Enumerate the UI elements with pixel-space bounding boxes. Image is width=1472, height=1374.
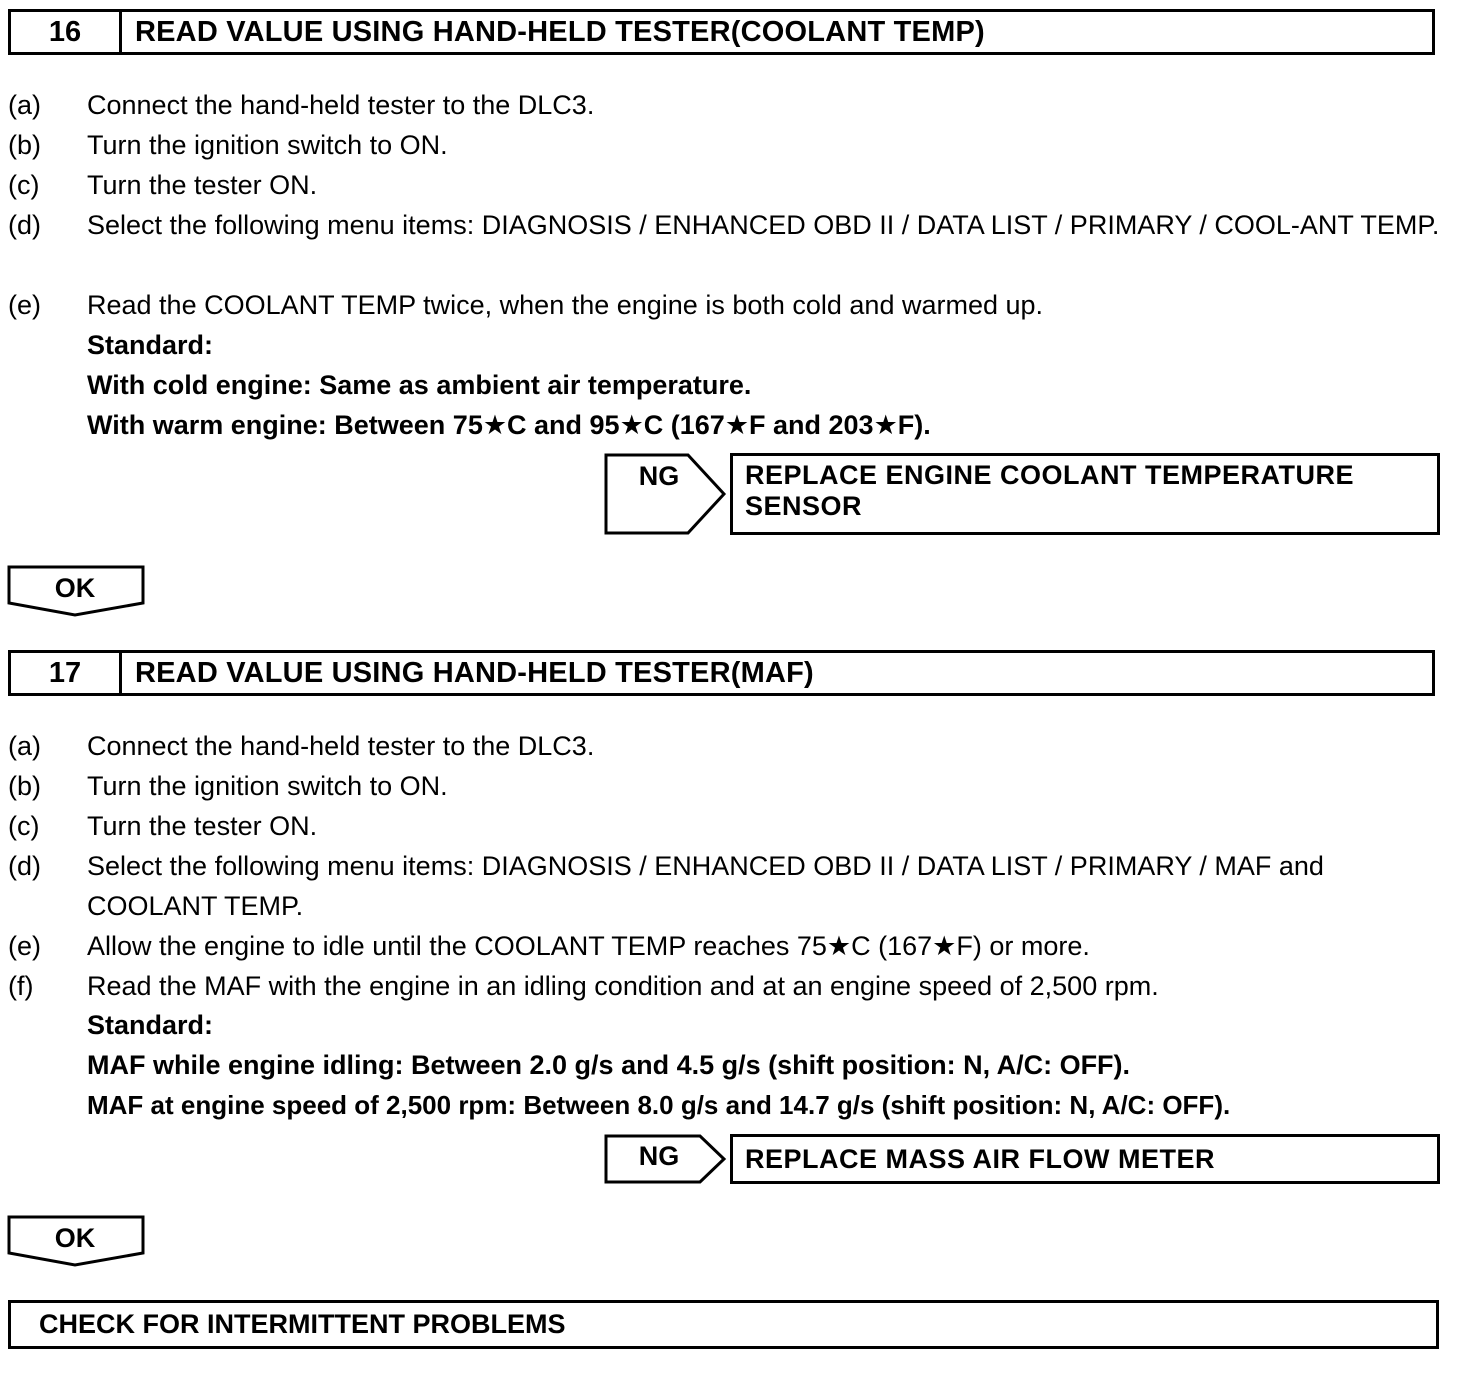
item-text: Turn the tester ON. — [87, 811, 318, 841]
list-item — [8, 726, 1448, 766]
item-label: (d) — [8, 851, 41, 881]
item-label: (e) — [8, 931, 41, 961]
list-item — [8, 926, 1448, 966]
list-item — [8, 85, 1448, 125]
standard-line: With cold engine: Same as ambient air temperature. — [87, 370, 752, 400]
item-text: Connect the hand-held tester to the DLC3. — [87, 731, 595, 761]
item-label: (a) — [8, 731, 41, 761]
standard-heading: Standard: — [87, 330, 214, 360]
item-text: Allow the engine to idle until the COOLANT TEMP reaches 75★C (167★F) or more. — [87, 931, 1090, 961]
item-label: (d) — [8, 210, 41, 240]
list-item — [8, 966, 1448, 1006]
list-item — [8, 285, 1448, 325]
item-label: (e) — [8, 290, 41, 320]
step-16-header — [8, 9, 1435, 55]
item-label: (a) — [8, 90, 41, 120]
list-item — [8, 165, 1448, 205]
item-label: (b) — [8, 130, 41, 160]
ok-label: OK — [54, 573, 96, 603]
ng-action-box: REPLACE ENGINE COOLANT TEMPERATURE SENSOR — [730, 453, 1440, 535]
standard-line: With warm engine: Between 75★C and 95★C (167★F and 203★F). — [87, 410, 931, 440]
item-text: Read the MAF with the engine in an idling condition and at an engine speed of 2,500 rpm. — [87, 971, 1159, 1001]
final-step-title: CHECK FOR INTERMITTENT PROBLEMS — [39, 1309, 566, 1339]
item-text: Connect the hand-held tester to the DLC3. — [87, 90, 595, 120]
item-label: (c) — [8, 811, 40, 841]
list-item — [8, 846, 1448, 926]
item-label: (f) — [8, 971, 34, 1001]
step-17-title: READ VALUE USING HAND-HELD TESTER(MAF) — [135, 656, 814, 689]
ng-action-box: REPLACE MASS AIR FLOW METER — [730, 1134, 1440, 1184]
item-text: Select the following menu items: DIAGNOSIS / ENHANCED OBD II / DATA LIST / PRIMARY / COOL-ANT TEMP. — [87, 210, 1440, 240]
standard-heading: Standard: — [87, 1010, 214, 1040]
item-text: Turn the ignition switch to ON. — [87, 771, 448, 801]
step-17-number: 17 — [11, 653, 122, 693]
ng-arrow — [604, 1134, 728, 1184]
standard-line: MAF while engine idling: Between 2.0 g/s and 4.5 g/s (shift position: N, A/C: OFF). — [87, 1050, 1131, 1080]
standard-line: MAF at engine speed of 2,500 rpm: Between 8.0 g/s and 14.7 g/s (shift position: N, A/C: OFF). — [87, 1090, 1231, 1120]
item-label: (c) — [8, 170, 40, 200]
step-16-title: READ VALUE USING HAND-HELD TESTER(COOLANT TEMP) — [135, 15, 985, 48]
list-item — [8, 125, 1448, 165]
step-16-number: 16 — [11, 12, 122, 52]
list-item — [8, 766, 1448, 806]
item-text: Turn the ignition switch to ON. — [87, 130, 448, 160]
final-step-box — [8, 1300, 1439, 1349]
ok-label: OK — [54, 1223, 96, 1253]
item-text: Select the following menu items: DIAGNOSIS / ENHANCED OBD II / DATA LIST / PRIMARY / MAF and COOLANT TEMP. — [87, 851, 1324, 921]
list-item — [8, 806, 1448, 846]
ng-label: NG — [638, 461, 680, 491]
item-text: Read the COOLANT TEMP twice, when the engine is both cold and warmed up. — [87, 290, 1044, 320]
step-17-header — [8, 650, 1435, 696]
ok-arrow — [7, 1215, 145, 1267]
item-label: (b) — [8, 771, 41, 801]
ok-arrow — [7, 565, 145, 617]
ng-arrow — [604, 453, 728, 535]
ng-label: NG — [638, 1141, 680, 1171]
item-text: Turn the tester ON. — [87, 170, 318, 200]
list-item — [8, 205, 1448, 245]
